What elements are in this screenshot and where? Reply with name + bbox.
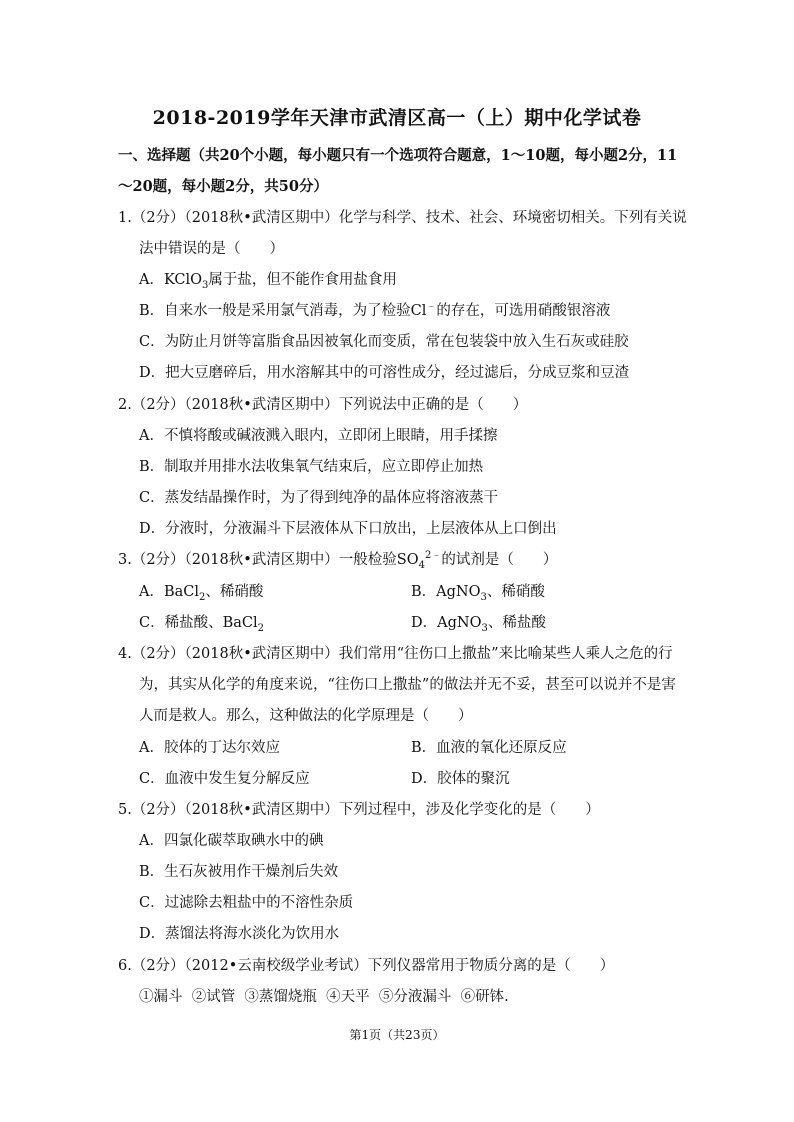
q1-stem-line1: 1.（2分）（2018秋•武清区期中）化学与科学、技术、社会、环境密切相关。下列有关说 <box>118 210 687 226</box>
page-title: 2018-2019学年天津市武清区高一（上）期中化学试卷 <box>152 107 642 129</box>
q4-stem-line2: 为，其实从化学的角度来说，“往伤口上撒盐”的做法并无不妥，甚至可以说并不是害 <box>139 677 676 693</box>
q5-option-b: B．生石灰被用作干燥剂后失效 <box>139 864 339 880</box>
q3-option-b: B．AgNO$_3$、稀硝酸 <box>411 584 545 603</box>
q1-option-c: C．为防止月饼等富脂食品因被氧化而变质，常在包装袋中放入生石灰或硅胶 <box>139 334 629 350</box>
q1-option-a: A．KClO$_3$属于盐，但不能作食用盐食用 <box>139 272 397 291</box>
q4-option-d: D．胶体的聚沉 <box>411 771 510 787</box>
q1-stem-line2: 法中错误的是（ ） <box>139 241 284 257</box>
q2-option-d: D．分液时，分液漏斗下层液体从下口放出，上层液体从上口倒出 <box>139 521 557 537</box>
q6-stem: 6.（2分）（2012•云南校级学业考试）下列仪器常用于物质分离的是（ ） <box>118 958 615 974</box>
q4-stem-line1: 4.（2分）（2018秋•武清区期中）我们常用“往伤口上撒盐”来比喻某些人乘人之危的行 <box>118 646 673 662</box>
q2-option-c: C．蒸发结晶操作时，为了得到纯净的晶体应将溶液蒸干 <box>139 490 499 506</box>
q2-stem: 2.（2分）（2018秋•武清区期中）下列说法中正确的是（ ） <box>118 397 528 413</box>
q4-option-c: C．血液中发生复分解反应 <box>139 771 310 787</box>
q1-option-d: D．把大豆磨碎后，用水溶解其中的可溶性成分，经过滤后，分成豆浆和豆渣 <box>139 365 630 381</box>
q3-stem: 3.（2分）（2018秋•武清区期中）一般检验$SO_4^{2﹣}$的试剂是（ ） <box>118 550 558 571</box>
q3-option-a: A．BaCl$_2$、稀硝酸 <box>139 584 264 603</box>
q5-option-a: A．四氯化碳萃取碘水中的碘 <box>139 833 324 849</box>
q2-option-b: B．制取并用排水法收集氧气结束后，应立即停止加热 <box>139 459 484 475</box>
q1-option-b: B．自来水一般是采用氯气消毒，为了检验Cl﹣的存在，可选用硝酸银溶液 <box>139 301 611 319</box>
q5-stem: 5.（2分）（2018秋•武清区期中）下列过程中，涉及化学变化的是（ ） <box>118 802 600 818</box>
q4-stem-line3: 人而是救人。那么，这种做法的化学原理是（ ） <box>139 708 473 724</box>
page-footer: 第1页（共23页） <box>349 1028 445 1042</box>
q4-option-a: A．胶体的丁达尔效应 <box>139 740 280 756</box>
q3-option-d: D．AgNO$_3$、稀盐酸 <box>411 615 546 634</box>
section-heading: 一、选择题（共20个小题，每小题只有一个选项符合题意，1～10题，每小题2分，11～20题，每小题2分，共50分） <box>118 147 678 195</box>
q5-option-d: D．蒸馏法将海水淡化为饮用水 <box>139 926 340 942</box>
q4-option-b: B．血液的氧化还原反应 <box>411 740 567 756</box>
q3-option-c: C．稀盐酸、BaCl$_2$ <box>139 615 265 634</box>
q5-option-c: C．过滤除去粗盐中的不溶性杂质 <box>139 895 354 911</box>
q2-option-a: A．不慎将酸或碱液溅入眼内，立即闭上眼睛，用手揉擦 <box>139 428 498 444</box>
q6-items: ①漏斗 ②试管 ③蒸馏烧瓶 ④天平 ⑤分液漏斗 ⑥研钵. <box>139 989 509 1005</box>
